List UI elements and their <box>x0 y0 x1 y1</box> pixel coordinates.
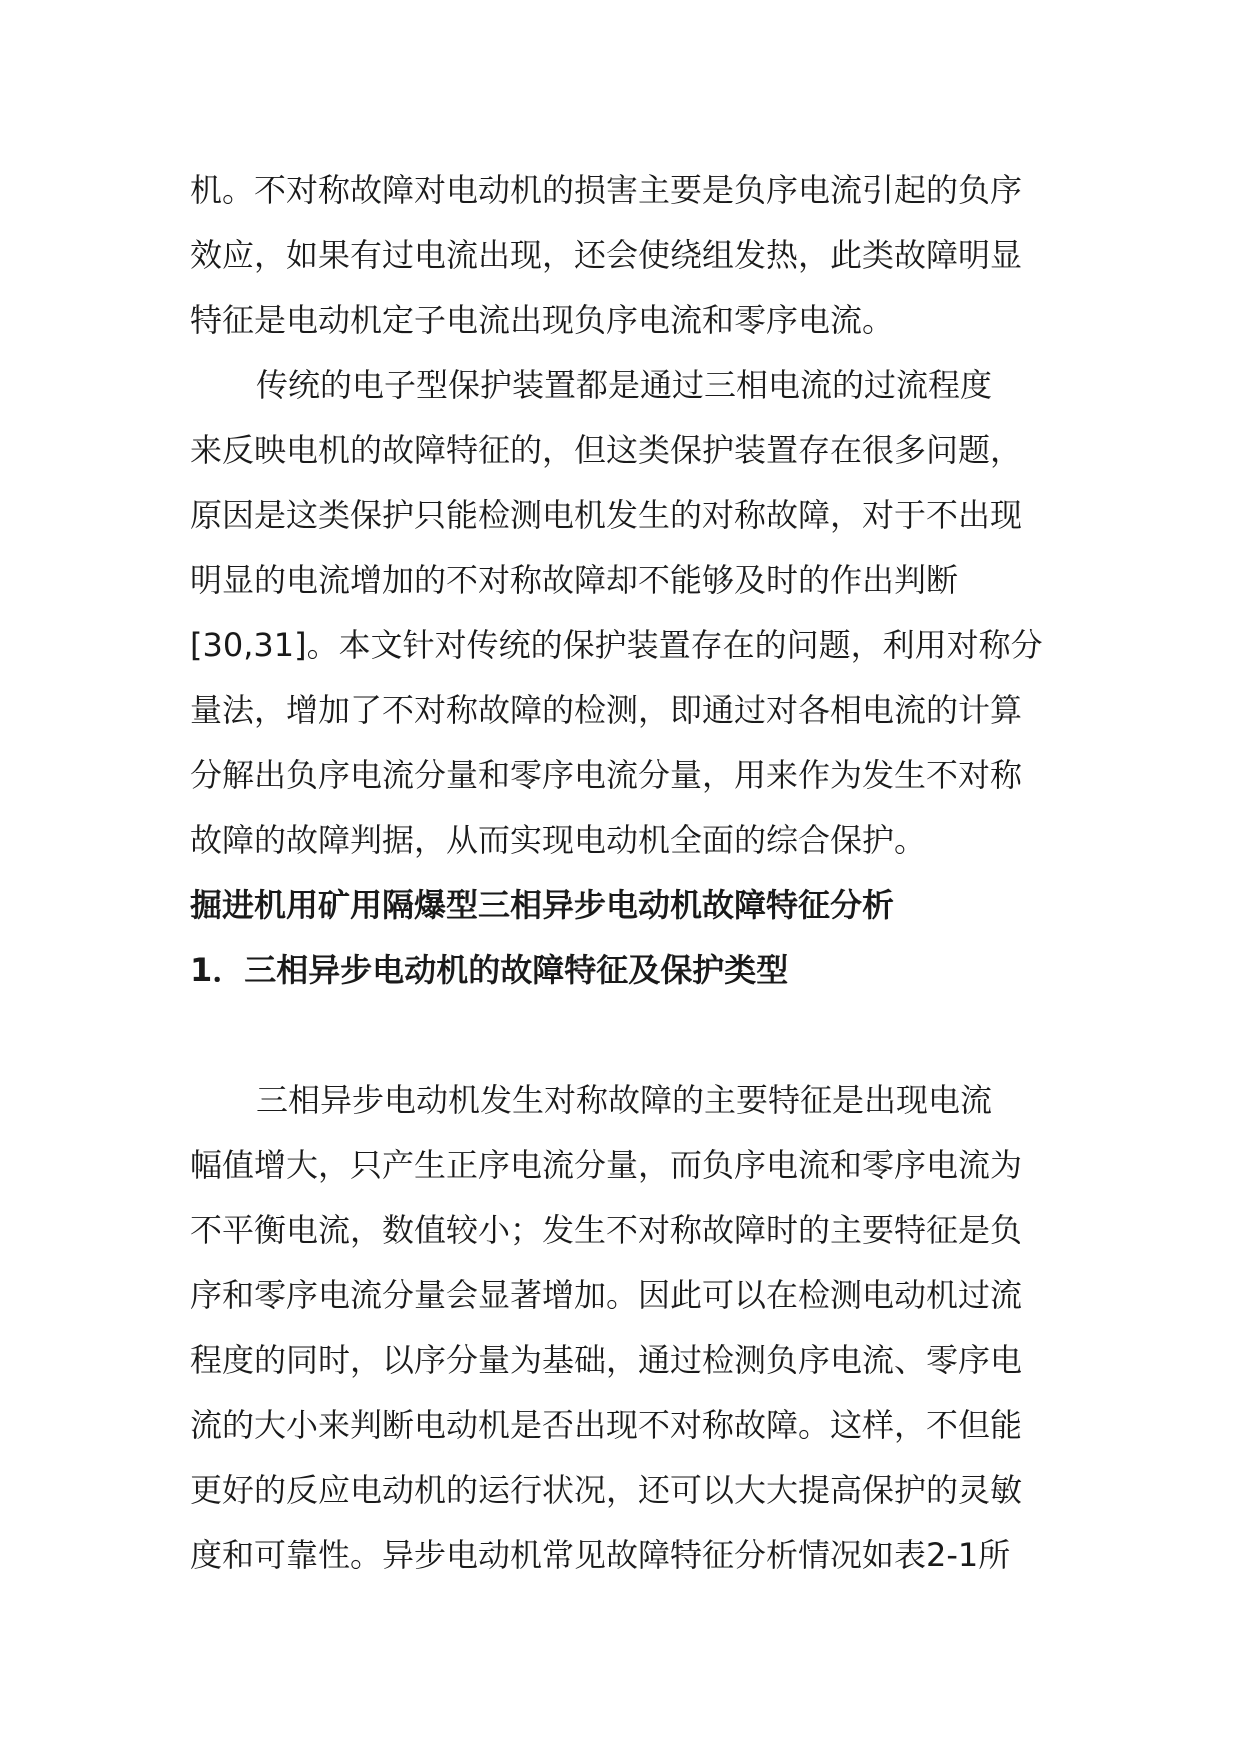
text-line: 程度的同时，以序分量为基础，通过检测负序电流、零序电 <box>190 1341 1023 1379</box>
text-line: 量法，增加了不对称故障的检测，即通过对各相电流的计算 <box>190 691 1023 729</box>
text-line: 不平衡电流，数值较小；发生不对称故障时的主要特征是负 <box>190 1211 1023 1249</box>
text-line: 幅值增大，只产生正序电流分量，而负序电流和零序电流为 <box>190 1146 1023 1184</box>
paragraph-3 <box>190 1068 1055 1588</box>
subsection-heading: 1．三相异步电动机的故障特征及保护类型 <box>190 951 789 989</box>
document-page <box>190 158 1055 1588</box>
text-line: 故障的故障判据，从而实现电动机全面的综合保护。 <box>190 821 927 859</box>
text-line: [30,31]。本文针对传统的保护装置存在的问题，利用对称分 <box>190 626 1043 664</box>
paragraph-2 <box>190 353 1055 873</box>
text-line: 效应，如果有过电流出现，还会使绕组发热，此类故障明显 <box>190 236 1023 274</box>
text-line: 三相异步电动机发生对称故障的主要特征是出现电流 <box>256 1081 993 1119</box>
section-heading: 掘进机用矿用隔爆型三相异步电动机故障特征分析 <box>190 886 895 924</box>
text-line: 度和可靠性。异步电动机常见故障特征分析情况如表2-1所 <box>190 1536 1011 1574</box>
text-line: 机。不对称故障对电动机的损害主要是负序电流引起的负序 <box>190 171 1023 209</box>
text-line: 流的大小来判断电动机是否出现不对称故障。这样，不但能 <box>190 1406 1023 1444</box>
blank-gap <box>190 1003 1055 1068</box>
text-line: 特征是电动机定子电流出现负序电流和零序电流。 <box>190 301 895 339</box>
text-line: 来反映电机的故障特征的，但这类保护装置存在很多问题， <box>190 431 1023 469</box>
text-line: 分解出负序电流分量和零序电流分量，用来作为发生不对称 <box>190 756 1023 794</box>
text-line: 传统的电子型保护装置都是通过三相电流的过流程度 <box>256 366 993 404</box>
paragraph-1 <box>190 158 1055 353</box>
text-line: 更好的反应电动机的运行状况，还可以大大提高保护的灵敏 <box>190 1471 1023 1509</box>
text-line: 序和零序电流分量会显著增加。因此可以在检测电动机过流 <box>190 1276 1023 1314</box>
text-line: 原因是这类保护只能检测电机发生的对称故障，对于不出现 <box>190 496 1023 534</box>
text-line: 明显的电流增加的不对称故障却不能够及时的作出判断 <box>190 561 959 599</box>
